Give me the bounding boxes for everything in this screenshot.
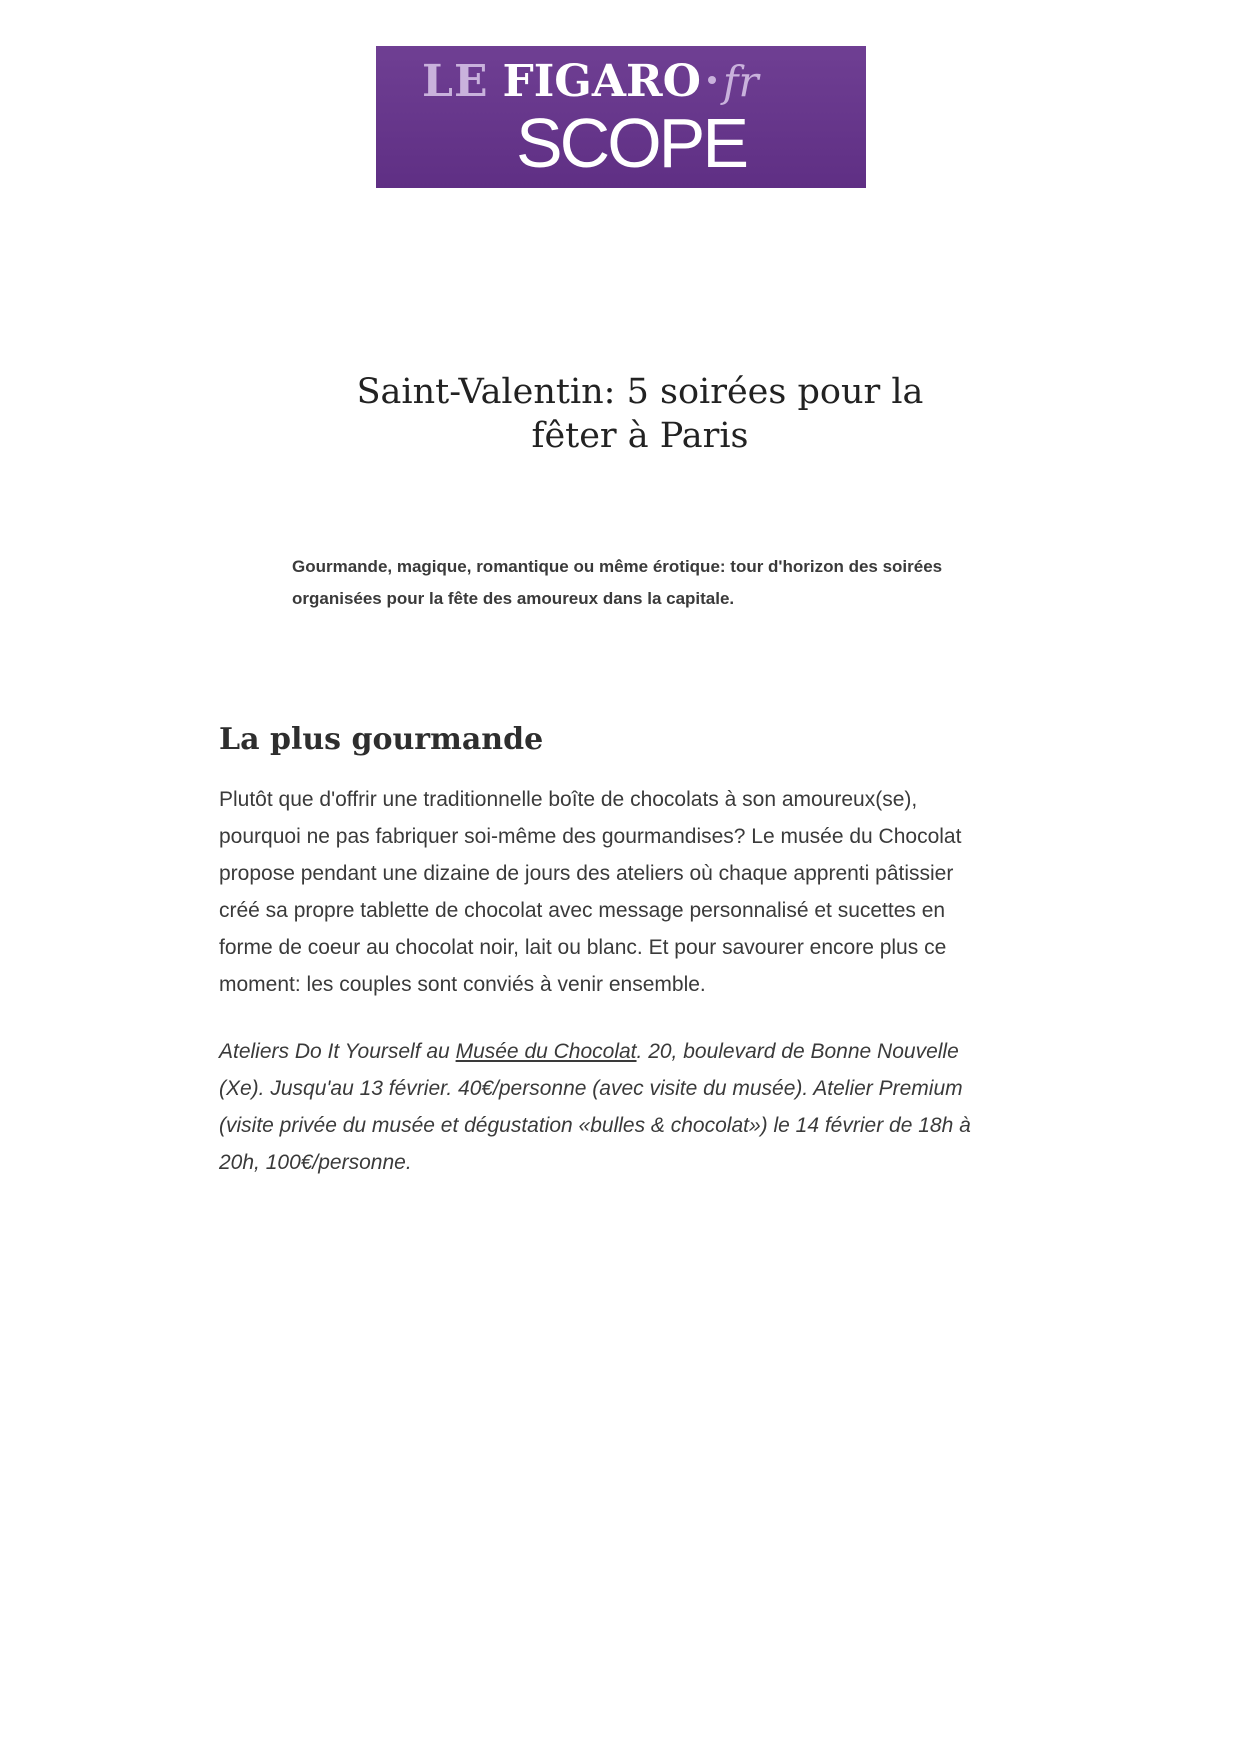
logo-scope-text: SCOPE xyxy=(515,104,747,182)
article-lead xyxy=(292,551,1012,615)
logo-figaro-text: FIGARO xyxy=(502,56,701,107)
le-figaro-scope-logo xyxy=(376,46,866,188)
body-line-4: créé sa propre tablette de chocolat avec message personnalisé et sucettes en xyxy=(219,899,946,922)
article-title xyxy=(300,370,980,458)
musee-du-chocolat-link[interactable]: Musée du Chocolat xyxy=(455,1040,637,1063)
practical-info xyxy=(219,1033,1079,1181)
section-body xyxy=(219,781,1059,1003)
info-prefix: Ateliers Do It Yourself au xyxy=(219,1040,456,1063)
logo-le-text: LE xyxy=(422,56,489,107)
body-line-3: propose pendant une dizaine de jours des ateliers où chaque apprenti pâtissier xyxy=(219,862,954,885)
info-line-1-rest: . 20, boulevard de Bonne Nouvelle xyxy=(636,1040,959,1063)
info-line-2: (Xe). Jusqu'au 13 février. 40€/personne (avec visite du musée). Atelier Premium xyxy=(219,1077,963,1100)
body-line-2: pourquoi ne pas fabriquer soi-même des gourmandises? Le musée du Chocolat xyxy=(219,825,962,848)
logo-fr-text: fr xyxy=(722,57,759,106)
body-line-1: Plutôt que d'offrir une traditionnelle boîte de chocolats à son amoureux(se), xyxy=(219,788,918,811)
info-line-4: 20h, 100€/personne. xyxy=(219,1151,412,1174)
body-line-6: moment: les couples sont conviés à venir ensemble. xyxy=(219,973,706,996)
article-title-line-2: fêter à Paris xyxy=(531,416,749,456)
article-lead-line-2: organisées pour la fête des amoureux dans la capitale. xyxy=(292,589,735,608)
logo-dot-icon xyxy=(708,76,716,84)
body-line-5: forme de coeur au chocolat noir, lait ou blanc. Et pour savourer encore plus ce xyxy=(219,936,947,959)
section-heading: La plus gourmande xyxy=(219,722,544,757)
info-line-3: (visite privée du musée et dégustation «bulles & chocolat») le 14 février de 18h à xyxy=(219,1114,971,1137)
article-title-line-1: Saint-Valentin: 5 soirées pour la xyxy=(356,372,924,412)
article-lead-line-1: Gourmande, magique, romantique ou même érotique: tour d'horizon des soirées xyxy=(292,557,943,576)
